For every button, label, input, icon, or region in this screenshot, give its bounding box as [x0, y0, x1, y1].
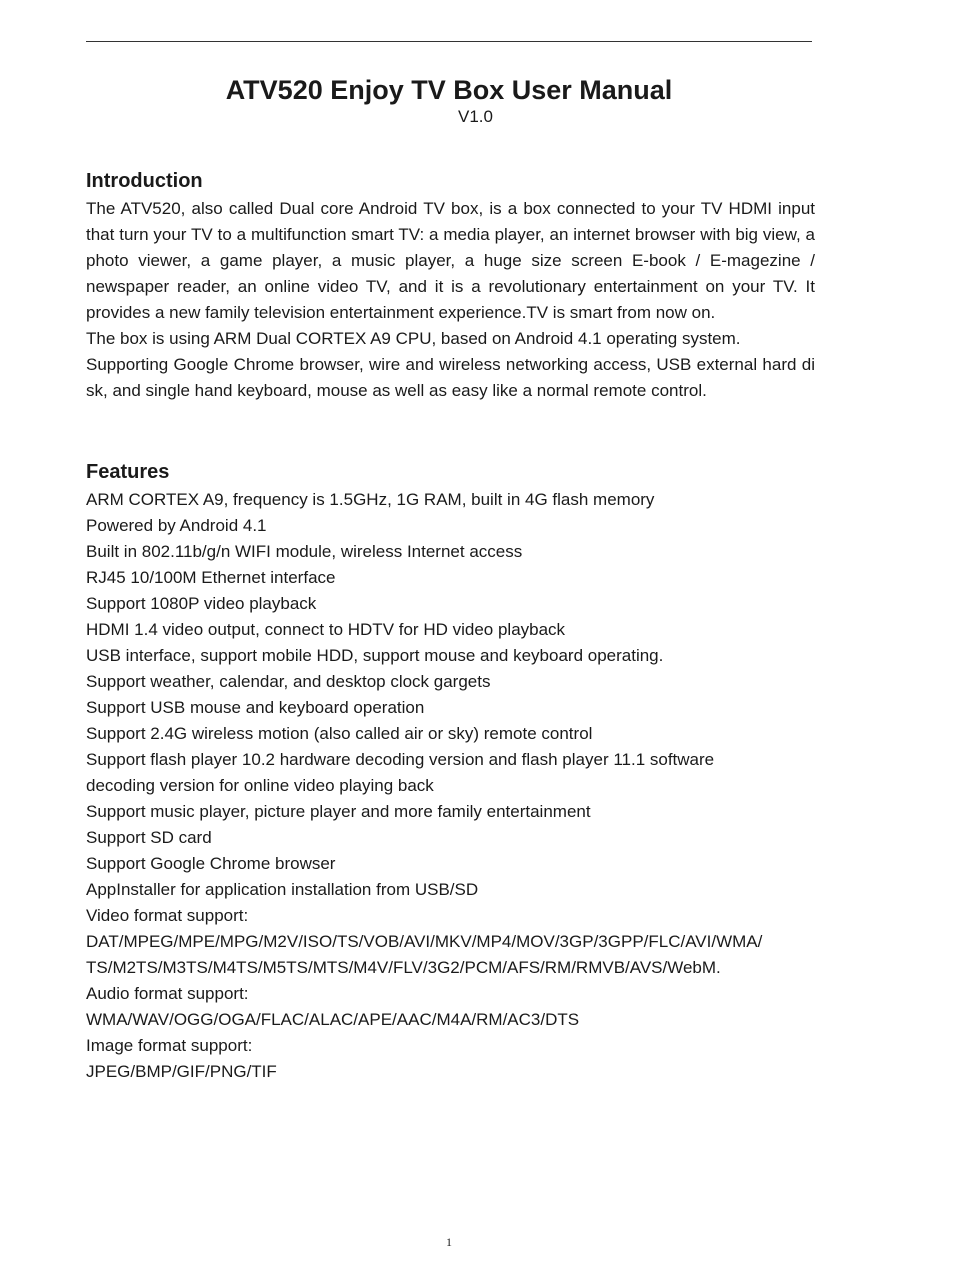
- feature-item: ARM CORTEX A9, frequency is 1.5GHz, 1G RAM, built in 4G flash memory: [86, 490, 655, 509]
- feature-item: WMA/WAV/OGG/OGA/FLAC/ALAC/APE/AAC/M4A/RM/AC3/DTS: [86, 1010, 580, 1029]
- feature-item: Support Google Chrome browser: [86, 854, 336, 873]
- feature-item: HDMI 1.4 video output, connect to HDTV for HD video playback: [86, 620, 566, 639]
- feature-item: Video format support:: [86, 906, 249, 925]
- feature-item: DAT/MPEG/MPE/MPG/M2V/ISO/TS/VOB/AVI/MKV/MP4/MOV/3GP/3GPP/FLC/AVI/WMA/: [86, 932, 763, 951]
- document-title: ATV520 Enjoy TV Box User Manual: [225, 75, 673, 105]
- introduction-section: [86, 168, 815, 404]
- feature-item: Audio format support:: [86, 984, 249, 1003]
- header-rule: [86, 41, 812, 42]
- feature-item: Support weather, calendar, and desktop clock gargets: [86, 672, 491, 691]
- feature-item: RJ45 10/100M Ethernet interface: [86, 568, 336, 587]
- feature-item: USB interface, support mobile HDD, support mouse and keyboard operating.: [86, 646, 664, 665]
- feature-item: Powered by Android 4.1: [86, 516, 267, 535]
- introduction-heading: Introduction: [86, 170, 203, 192]
- introduction-paragraph-1: The ATV520, also called Dual core Android TV box, is a box connected to your TV HDMI input that turn your TV to a multifunction smart TV: a media player, an internet browser with big view, a photo viewer, a game player, a music player, a huge size screen E-book / E-magezine / newspaper reader, an online video TV, and it is a revolutionary entertainment on your TV. It provides a new family television entertainment experience.TV is smart from now on.: [86, 199, 815, 322]
- feature-item: Support music player, picture player and more family entertainment: [86, 802, 591, 821]
- document-version: V1.0: [458, 107, 493, 126]
- feature-item: Support USB mouse and keyboard operation: [86, 698, 425, 717]
- feature-item: JPEG/BMP/GIF/PNG/TIF: [86, 1062, 277, 1081]
- features-list: [86, 487, 815, 1085]
- feature-item: TS/M2TS/M3TS/M4TS/M5TS/MTS/M4V/FLV/3G2/PCM/AFS/RM/RMVB/AVS/WebM.: [86, 958, 721, 977]
- feature-item: Support 2.4G wireless motion (also called air or sky) remote control: [86, 724, 593, 743]
- feature-item: Built in 802.11b/g/n WIFI module, wireless Internet access: [86, 542, 523, 561]
- feature-item: Support flash player 10.2 hardware decoding version and flash player 11.1 software decoding version for online video playing back: [86, 750, 715, 795]
- features-heading: Features: [86, 461, 170, 483]
- introduction-paragraph-2: The box is using ARM Dual CORTEX A9 CPU, based on Android 4.1 operating system.: [86, 329, 741, 348]
- introduction-paragraph-3: Supporting Google Chrome browser, wire and wireless networking access, USB external hard disk, and single hand keyboard, mouse as well as easy like a normal remote control.: [86, 355, 815, 400]
- feature-item: Support 1080P video playback: [86, 594, 317, 613]
- feature-item: Image format support:: [86, 1036, 253, 1055]
- feature-item: AppInstaller for application installation from USB/SD: [86, 880, 479, 899]
- features-section: [86, 459, 815, 1085]
- feature-item: Support SD card: [86, 828, 212, 847]
- page-number: 1: [446, 1235, 452, 1249]
